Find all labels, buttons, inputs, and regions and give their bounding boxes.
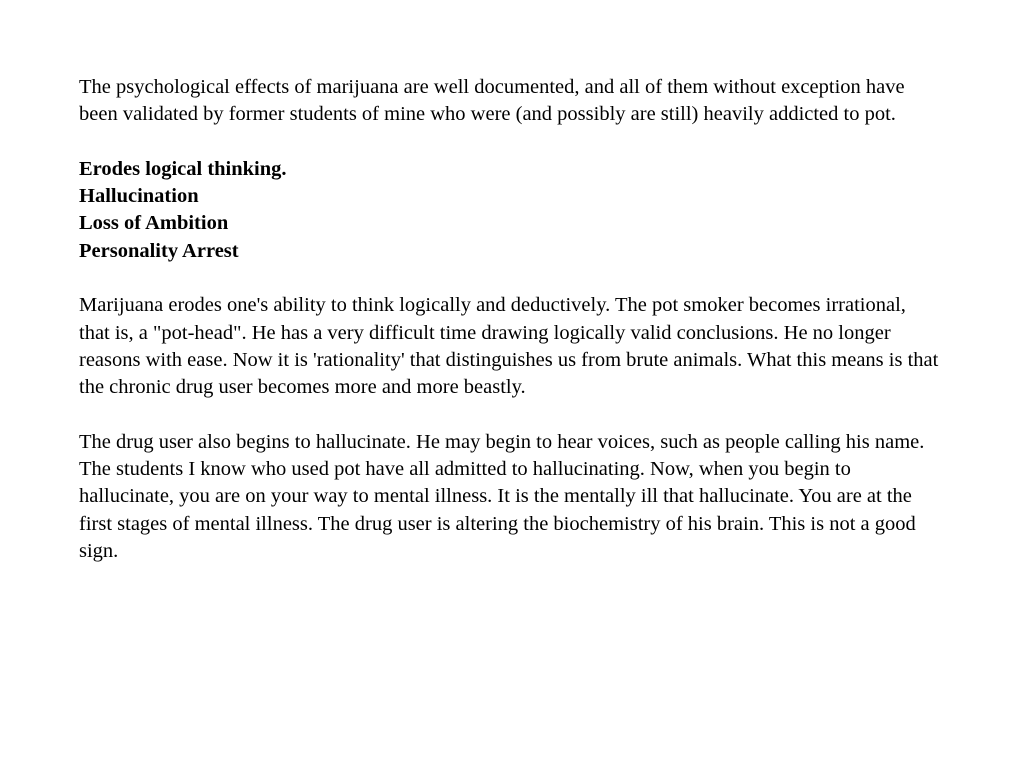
- spacer: [79, 402, 939, 429]
- effects-list: [79, 156, 939, 265]
- logic-paragraph: Marijuana erodes one's ability to think logically and deductively. The pot smoker becomes irrational, that is, a "pot-head". He has a very difficult time drawing logically valid conclusions. He no longer reasons with ease. Now it is 'rationality' that distinguishes us from brute animals. What this means is that the chronic drug user becomes more and more beastly.: [79, 294, 939, 399]
- effect-heading-hallucination: Hallucination: [79, 185, 199, 208]
- hallucination-paragraph: The drug user also begins to hallucinate. He may begin to hear voices, such as people calling his name. The students I know who used pot have all admitted to hallucinating. Now, when you begin to hallucinate, you are on your way to mental illness. It is the mentally ill that hallucinate. You are at the first stages of mental illness. The drug user is altering the biochemistry of his brain. This is not a good sign.: [79, 430, 925, 563]
- effect-heading-ambition: Loss of Ambition: [79, 212, 229, 235]
- spacer: [79, 265, 939, 292]
- document-body: [79, 74, 939, 565]
- intro-paragraph: The psychological effects of marijuana are well documented, and all of them without exception have been validated by former students of mine who were (and possibly are still) heavily addicted to pot.: [79, 76, 905, 126]
- spacer: [79, 129, 939, 156]
- effect-heading-logic: Erodes logical thinking.: [79, 157, 287, 180]
- effect-heading-personality: Personality Arrest: [79, 239, 239, 262]
